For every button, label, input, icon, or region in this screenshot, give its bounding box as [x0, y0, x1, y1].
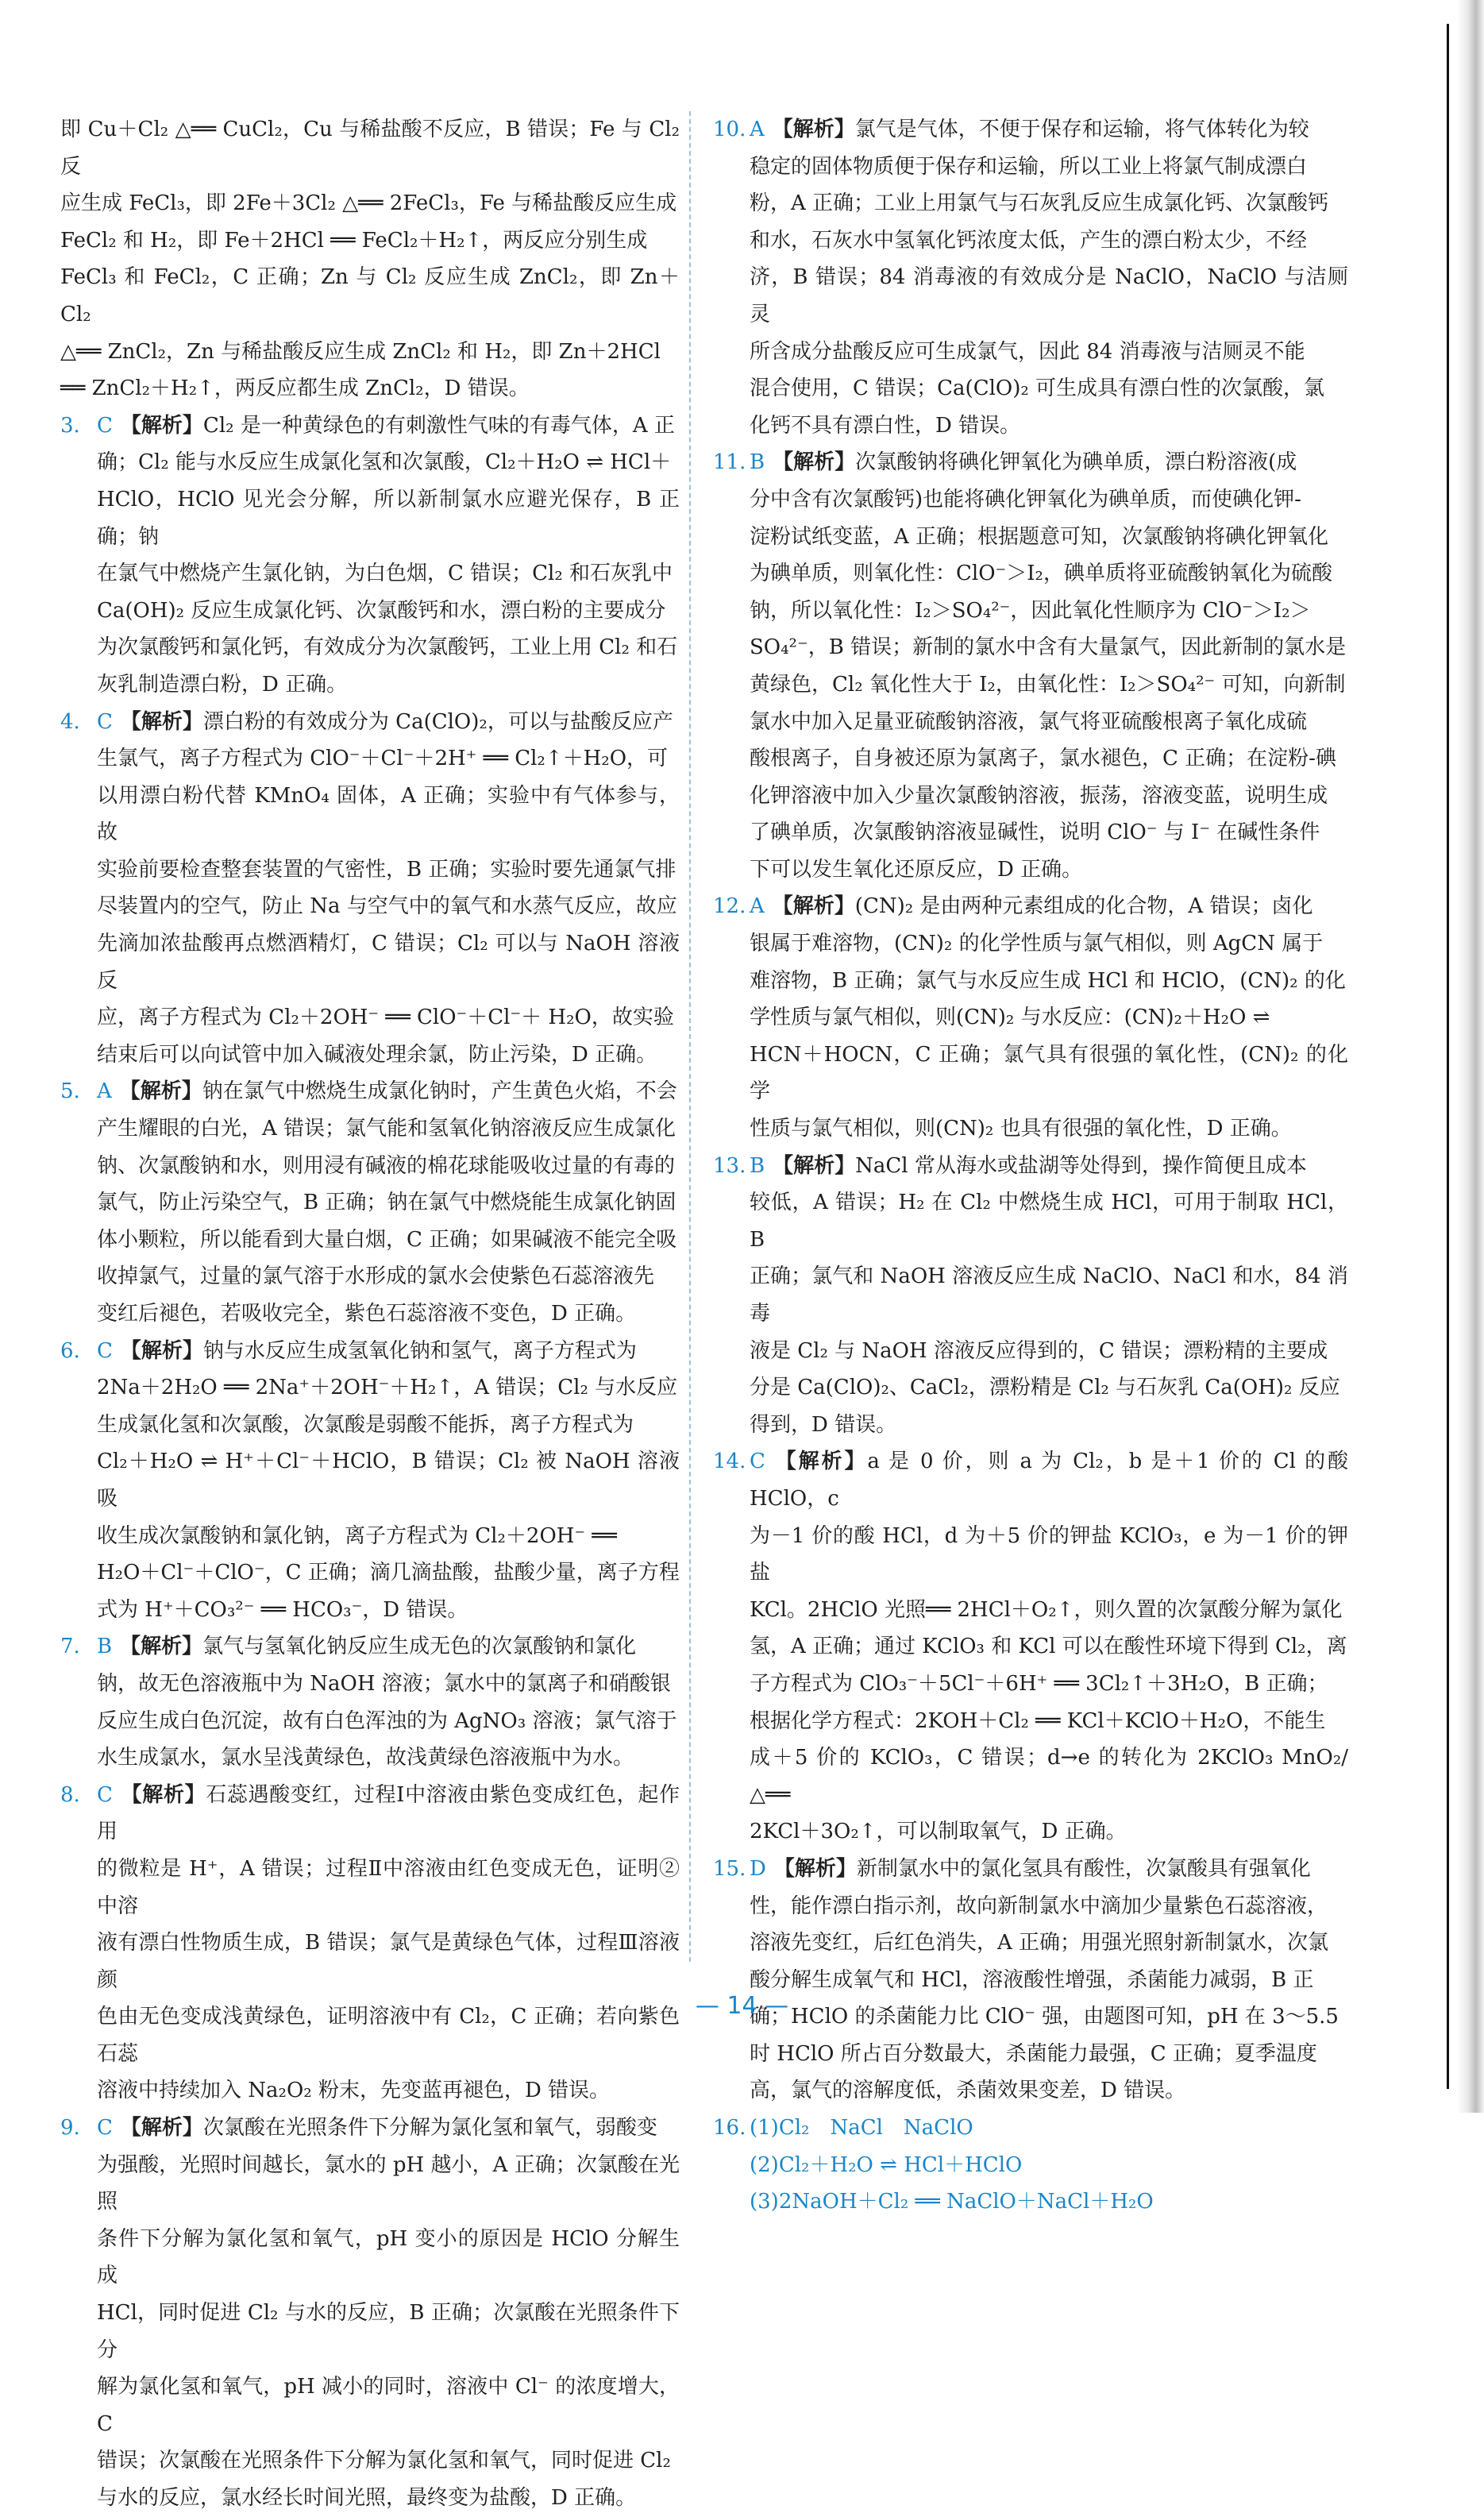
- text-line: 2KCl＋3O₂↑，可以制取氧气，D 正确。: [750, 1820, 1127, 1844]
- text-line: 银属于难溶物，(CN)₂ 的化学性质与氯气相似，则 AgCN 属于: [750, 932, 1324, 956]
- answer-line: (3)2NaOH＋Cl₂ ══ NaClO＋NaCl＋H₂O: [750, 2190, 1154, 2214]
- text-line: Ca(OH)₂ 反应生成氯化钙、次氯酸钙和水，漂白粉的主要成分: [97, 598, 666, 623]
- analysis-tag: 【解析】: [773, 1153, 856, 1178]
- answer-letter: C: [97, 709, 113, 734]
- analysis-tag: 【解析】: [772, 894, 855, 919]
- answer-letter: C: [97, 413, 113, 438]
- text-line: 时 HClO 所占百分数最大，杀菌能力最强，C 正确；夏季温度: [750, 2041, 1317, 2066]
- answer-letter: D: [750, 1856, 766, 1881]
- left-answer-list: [60, 407, 680, 2517]
- analysis-text: 新制氯水中的氯化氢具有酸性，次氯酸具有强氧化: [856, 1856, 1311, 1881]
- analysis-text: 漂白粉的有效成分为 Ca(ClO)₂，可以与盐酸反应产: [202, 709, 673, 734]
- text-line: 化钙不具有漂白性，D 错误。: [750, 413, 1021, 438]
- analysis-text: 次氯酸在光照条件下分解为氯化氢和氧气，弱酸变: [202, 2116, 657, 2141]
- text-line: [60, 1333, 680, 1370]
- text-line: [713, 1148, 1348, 1185]
- text-line: 粉，A 正确；工业上用氯气与石灰乳反应生成氯化钙、次氯酸钙: [750, 191, 1329, 216]
- text-line: 收掉氯气，过量的氯气溶于水形成的氯水会使紫色石蕊溶液先: [97, 1264, 655, 1289]
- question-number: 14.: [713, 1450, 746, 1474]
- question-number: 9.: [60, 2116, 80, 2141]
- analysis-tag: 【解析】: [119, 1079, 202, 1104]
- text-line: [60, 1073, 680, 1110]
- analysis-tag: 【解析】: [120, 1635, 203, 1659]
- analysis-tag: 【解析】: [773, 1450, 868, 1474]
- text-line: 在氯气中燃烧产生氯化钠，为白色烟，C 错误；Cl₂ 和石灰乳中: [97, 562, 673, 586]
- answer-item: [60, 1628, 680, 1776]
- answer-letter: C: [750, 1450, 765, 1474]
- text-line: 钠，所以氧化性：I₂＞SO₄²⁻，因此氧化性顺序为 ClO⁻＞I₂＞: [750, 598, 1311, 623]
- text-line: △══ ZnCl₂，Zn 与稀盐酸反应生成 ZnCl₂ 和 H₂，即 Zn＋2HCl: [60, 339, 661, 364]
- text-line: 钠，故无色溶液瓶中为 NaOH 溶液；氯水中的氯离子和硝酸银: [97, 1671, 671, 1696]
- text-line: HCl，同时促进 Cl₂ 与水的反应，B 正确；次氯酸在光照条件下分: [97, 2301, 680, 2362]
- text-line: [713, 1443, 1348, 1517]
- analysis-text: 氯气是气体，不便于保存和运输，将气体转化为较: [854, 118, 1309, 141]
- analysis-text: a 是 0 价，则 a 为 Cl₂，b 是＋1 价的 Cl 的酸 HClO，c: [750, 1450, 1348, 1511]
- text-line: [60, 704, 680, 741]
- text-line: H₂O＋Cl⁻＋ClO⁻，C 正确；滴几滴盐酸，盐酸少量，离子方程: [97, 1561, 680, 1585]
- text-line: 酸根离子，自身被还原为氯离子，氯水褪色，C 正确；在淀粉-碘: [750, 747, 1336, 771]
- text-line: 应，离子方程式为 Cl₂＋2OH⁻ ══ ClO⁻＋Cl⁻＋ H₂O，故实验: [97, 1006, 674, 1030]
- text-line: 和水，石灰水中氢氧化钙浓度太低，产生的漂白粉太少，不经: [750, 228, 1308, 253]
- text-line: 实验前要检查整套装置的气密性，B 正确；实验时要先通氯气排: [97, 857, 676, 882]
- text-line: HClO，HClO 见光会分解，所以新制氯水应避光保存，B 正确；钠: [97, 487, 680, 549]
- question-number: 3.: [60, 413, 80, 438]
- text-line: FeCl₂ 和 H₂，即 Fe＋2HCl ══ FeCl₂＋H₂↑，两反应分别生成: [60, 228, 648, 253]
- answer-item: [60, 1333, 680, 1629]
- answer-letter: A: [97, 1079, 112, 1104]
- text-line: [60, 1777, 680, 1851]
- text-line: 为次氯酸钙和氯化钙，有效成分为次氯酸钙，工业上用 Cl₂ 和石: [97, 635, 678, 660]
- text-line: 学性质与氯气相似，则(CN)₂ 与水反应：(CN)₂＋H₂O ⇌: [750, 1006, 1270, 1030]
- answer-item: [713, 1148, 1348, 1444]
- analysis-text: NaCl 常从海水或盐湖等处得到，操作简便且成本: [855, 1153, 1307, 1178]
- text-line: 应生成 FeCl₃，即 2Fe＋3Cl₂ △══ 2FeCl₃，Fe 与稀盐酸反应生成: [60, 191, 677, 216]
- text-line: SO₄²⁻，B 错误；新制的氯水中含有大量氯气，因此新制的氯水是: [750, 635, 1347, 660]
- text-line: 式为 H⁺＋CO₃²⁻ ══ HCO₃⁻，D 错误。: [97, 1597, 468, 1622]
- text-line: 酸分解生成氧气和 HCl，溶液酸性增强，杀菌能力减弱，B 正: [750, 1967, 1314, 1992]
- question-number: 10.: [713, 118, 746, 141]
- text-line: 黄绿色，Cl₂ 氧化性大于 I₂，由氧化性：I₂＞SO₄²⁻ 可知，向新制: [750, 672, 1346, 697]
- answer-item: [60, 2110, 680, 2517]
- analysis-text: (CN)₂ 是由两种元素组成的化合物，A 错误；卤化: [854, 894, 1313, 919]
- text-line: 与水的反应，氯水经长时间光照，最终变为盐酸，D 正确。: [97, 2486, 637, 2510]
- text-line: 生成氯化氢和次氯酸，次氯酸是弱酸不能拆，离子方程式为: [97, 1412, 634, 1437]
- analysis-text: 氯气与氢氧化钠反应生成无色的次氯酸钠和氯化: [202, 1635, 637, 1659]
- text-line: 难溶物，B 正确；氯气与水反应生成 HCl 和 HClO，(CN)₂ 的化: [750, 968, 1346, 993]
- analysis-tag: 【解析】: [120, 1338, 203, 1363]
- text-line: 为－1 价的酸 HCl，d 为＋5 价的钾盐 KClO₃，e 为－1 价的钾盐: [750, 1523, 1348, 1585]
- text-line: 错误；次氯酸在光照条件下分解为氯化氢和氧气，同时促进 Cl₂: [97, 2449, 671, 2473]
- answer-item: [60, 704, 680, 1074]
- answer-letter: A: [750, 118, 765, 141]
- answer-letter: C: [97, 1782, 113, 1807]
- answer-letter: C: [97, 2116, 113, 2141]
- analysis-tag: 【解析】: [120, 709, 203, 734]
- question-number: 11.: [713, 450, 746, 475]
- text-line: 体小颗粒，所以能看到大量白烟，C 正确；如果碱液不能完全吸: [97, 1227, 677, 1252]
- text-line: 解为氯化氢和氧气，pH 减小的同时，溶液中 Cl⁻ 的浓度增大，C: [97, 2375, 680, 2436]
- text-line: 济，B 错误；84 消毒液的有效成分是 NaClO，NaClO 与洁厕灵: [750, 265, 1348, 326]
- analysis-tag: 【解析】: [773, 1856, 857, 1881]
- text-line: 2Na＋2H₂O ══ 2Na⁺＋2OH⁻＋H₂↑，A 错误；Cl₂ 与水反应: [97, 1376, 678, 1400]
- question-number: 4.: [60, 709, 80, 734]
- text-line: [60, 1628, 680, 1666]
- text-line: 确；HClO 的杀菌能力比 ClO⁻ 强，由题图可知，pH 在 3～5.5: [750, 2005, 1339, 2029]
- column-divider: [689, 111, 691, 1962]
- text-line: 色由无色变成浅黄绿色，证明溶液中有 Cl₂，C 正确；若向紫色石蕊: [97, 2005, 680, 2066]
- question-number: 6.: [60, 1338, 80, 1363]
- text-line: 产生耀眼的白光，A 错误；氯气能和氢氧化钠溶液反应生成氯化: [97, 1117, 676, 1141]
- question-number: 16.: [713, 2116, 746, 2141]
- text-line: 所含成分盐酸反应可生成氯气，因此 84 消毒液与洁厕灵不能: [750, 339, 1305, 364]
- text-line: [713, 444, 1348, 481]
- answer-item: [713, 1851, 1348, 2110]
- text-line: 成＋5 价的 KClO₃，C 错误；d→e 的转化为 2KClO₃ MnO₂/△══: [750, 1746, 1348, 1807]
- text-line: 液有漂白性物质生成，B 错误；氯气是黄绿色气体，过程Ⅲ溶液颜: [97, 1931, 680, 1992]
- scan-edge-shadow: [1457, 0, 1484, 2113]
- text-line: [60, 2110, 680, 2147]
- text-line: 确；Cl₂ 能与水反应生成氯化氢和次氯酸，Cl₂＋H₂O ⇌ HCl＋: [97, 450, 672, 475]
- text-line: 为碘单质，则氧化性：ClO⁻＞I₂，碘单质将亚硫酸钠氧化为硫酸: [750, 562, 1332, 586]
- text-line: [60, 407, 680, 445]
- text-line: 稳定的固体物质便于保存和运输，所以工业上将氯气制成漂白: [750, 154, 1308, 179]
- text-line: 生氯气，离子方程式为 ClO⁻＋Cl⁻＋2H⁺ ══ Cl₂↑＋H₂O，可: [97, 747, 669, 771]
- text-line: 结束后可以向试管中加入碱液处理余氯，防止污染，D 正确。: [97, 1042, 657, 1067]
- text-line: 性质与氯气相似，则(CN)₂ 也具有很强的氧化性，D 正确。: [750, 1117, 1292, 1141]
- text-line: Cl₂＋H₂O ⇌ H⁺＋Cl⁻＋HClO，B 错误；Cl₂ 被 NaOH 溶液吸: [97, 1450, 680, 1511]
- text-line: 变红后褪色，若吸收完全，紫色石蕊溶液不变色，D 正确。: [97, 1302, 637, 1326]
- text-line: 较低，A 错误；H₂ 在 Cl₂ 中燃烧生成 HCl，可用于制取 HCl，B: [750, 1191, 1348, 1252]
- text-line: 了碘单质，次氯酸钠溶液显碱性，说明 ClO⁻ 与 I⁻ 在碱性条件: [750, 820, 1320, 845]
- text-line: 溶液中持续加入 Na₂O₂ 粉末，先变蓝再褪色，D 错误。: [97, 2079, 611, 2103]
- text-line: KCl。2HClO 光照══ 2HCl＋O₂↑，则久置的次氯酸分解为氯化: [750, 1597, 1343, 1622]
- question-number: 13.: [713, 1153, 746, 1178]
- answer-item-16: [713, 2110, 1348, 2221]
- text-line: 以用漂白粉代替 KMnO₄ 固体，A 正确；实验中有气体参与，故: [97, 783, 680, 845]
- text-line: 钠、次氯酸钠和水，则用浸有碱液的棉花球能吸收过量的有毒的: [97, 1153, 676, 1178]
- text-line: [713, 888, 1348, 925]
- answer-letter: C: [97, 1338, 113, 1363]
- analysis-tag: 【解析】: [772, 118, 855, 141]
- analysis-text: 钠与水反应生成氢氧化钠和氢气，离子方程式为: [202, 1338, 637, 1363]
- text-line: 收生成次氯酸钠和氯化钠，离子方程式为 Cl₂＋2OH⁻ ══: [97, 1523, 617, 1548]
- answer-line: (2)Cl₂＋H₂O ⇌ HCl＋HClO: [750, 2152, 1023, 2177]
- text-line: 化钾溶液中加入少量次氯酸钠溶液，振荡，溶液变蓝，说明生成: [750, 783, 1328, 808]
- text-line: 高，氯气的溶解度低，杀菌效果变差，D 错误。: [750, 2079, 1186, 2103]
- analysis-text: 次氯酸钠将碘化钾氧化为碘单质，漂白粉溶液(成: [855, 450, 1297, 475]
- analysis-text: Cl₂ 是一种黄绿色的有刺激性气味的有毒气体，A 正: [202, 413, 675, 438]
- text-line: HCN＋HOCN，C 正确；氯气具有很强的氧化性，(CN)₂ 的化学: [750, 1042, 1348, 1104]
- text-line: 的微粒是 H⁺，A 错误；过程Ⅱ中溶液由红色变成无色，证明②中溶: [97, 1856, 680, 1918]
- text-line: 混合使用，C 错误；Ca(ClO)₂ 可生成具有漂白性的次氯酸，氯: [750, 376, 1325, 401]
- answer-letter: B: [750, 450, 765, 475]
- analysis-text: 石蕊遇酸变红，过程Ⅰ中溶液由紫色变成红色，起作用: [97, 1782, 680, 1844]
- question-number: 15.: [713, 1856, 746, 1881]
- answer-item: [713, 444, 1348, 888]
- question-number: 5.: [60, 1079, 80, 1104]
- text-line: 根据化学方程式：2KOH＋Cl₂ ══ KCl＋KClO＋H₂O，不能生: [750, 1708, 1326, 1733]
- analysis-tag: 【解析】: [773, 450, 856, 475]
- text-line: 氯水中加入足量亚硫酸钠溶液，氯气将亚硫酸根离子氧化成硫: [750, 709, 1308, 734]
- text-line: 即 Cu＋Cl₂ △══ CuCl₂，Cu 与稀盐酸不反应，B 错误；Fe 与 Cl₂ 反: [60, 118, 680, 179]
- text-line: ══ ZnCl₂＋H₂↑，两反应都生成 ZnCl₂，D 错误。: [60, 376, 530, 401]
- text-line: 先滴加浓盐酸再点燃酒精灯，C 错误；Cl₂ 可以与 NaOH 溶液反: [97, 932, 680, 993]
- text-line: 水生成氯水，氯水呈浅黄绿色，故浅黄绿色溶液瓶中为水。: [97, 1746, 634, 1770]
- text-line: 分是 Ca(ClO)₂、CaCl₂，漂粉精是 Cl₂ 与石灰乳 Ca(OH)₂ 反应: [750, 1376, 1340, 1400]
- answer-item: [60, 1777, 680, 2110]
- text-line: 氯气，防止污染空气，B 正确；钠在氯气中燃烧能生成氯化钠固: [97, 1191, 676, 1215]
- answer-letter: A: [750, 894, 765, 919]
- page-number: — 14 —: [695, 1992, 789, 2020]
- text-line: 尽装置内的空气，防止 Na 与空气中的氧气和水蒸气反应，故应: [97, 894, 677, 919]
- right-column: [713, 111, 1348, 2221]
- text-line: 正确；氯气和 NaOH 溶液反应生成 NaClO、NaCl 和水，84 消毒: [750, 1264, 1348, 1326]
- answer-line: (1)Cl₂ NaCl NaClO: [750, 2116, 973, 2141]
- text-line: FeCl₃ 和 FeCl₂，C 正确；Zn 与 Cl₂ 反应生成 ZnCl₂，即 Zn＋Cl₂: [60, 265, 680, 326]
- text-line: 为强酸，光照时间越长，氯水的 pH 越小，A 正确；次氯酸在光照: [97, 2152, 680, 2214]
- answer-item: [60, 407, 680, 704]
- analysis-tag: 【解析】: [120, 413, 203, 438]
- text-line: 溶液先变红，后红色消失，A 正确；用强光照射新制氯水，次氯: [750, 1931, 1329, 1955]
- text-line: 得到，D 错误。: [750, 1412, 897, 1437]
- text-line: 淀粉试纸变蓝，A 正确；根据题意可知，次氯酸钠将碘化钾氧化: [750, 524, 1329, 549]
- analysis-tag: 【解析】: [120, 1782, 206, 1807]
- answer-letter: B: [750, 1153, 765, 1178]
- question-number: 12.: [713, 894, 746, 919]
- text-line: 子方程式为 ClO₃⁻＋5Cl⁻＋6H⁺ ══ 3Cl₂↑＋3H₂O，B 正确；: [750, 1671, 1328, 1696]
- text-line: 液是 Cl₂ 与 NaOH 溶液反应得到的，C 错误；漂粉精的主要成: [750, 1338, 1328, 1363]
- answer-item: [60, 1073, 680, 1332]
- text-line: 下可以发生氧化还原反应，D 正确。: [750, 857, 1083, 882]
- text-line: 条件下分解为氯化氢和氧气，pH 变小的原因是 HClO 分解生成: [97, 2226, 680, 2288]
- question-number: 8.: [60, 1782, 80, 1807]
- text-line: 分中含有次氯酸钙)也能将碘化钾氧化为碘单质，而使碘化钾-: [750, 487, 1301, 512]
- text-line: 灰乳制造漂白粉，D 正确。: [97, 672, 348, 697]
- answer-item: [713, 111, 1348, 444]
- text-line: 反应生成白色沉淀，故有白色浑浊的为 AgNO₃ 溶液；氯气溶于: [97, 1708, 677, 1733]
- analysis-text: 钠在氯气中燃烧生成氯化钠时，产生黄色火焰，不会: [202, 1079, 677, 1104]
- answer-item: [713, 1443, 1348, 1851]
- right-answer-list: [713, 111, 1348, 2110]
- text-line: 氢，A 正确；通过 KClO₃ 和 KCl 可以在酸性环境下得到 Cl₂，离: [750, 1635, 1347, 1659]
- answer-item: [713, 888, 1348, 1147]
- analysis-tag: 【解析】: [120, 2116, 203, 2141]
- continuation-block: [60, 111, 680, 407]
- text-line: [713, 111, 1348, 149]
- answer-letter: B: [97, 1635, 113, 1659]
- text-line: 性，能作漂白指示剂，故向新制氯水中滴加少量紫色石蕊溶液，: [750, 1894, 1328, 1918]
- left-column: [60, 111, 680, 2517]
- text-line: [713, 1851, 1348, 1888]
- page-spine-line: [1447, 24, 1449, 2089]
- question-number: 7.: [60, 1635, 80, 1659]
